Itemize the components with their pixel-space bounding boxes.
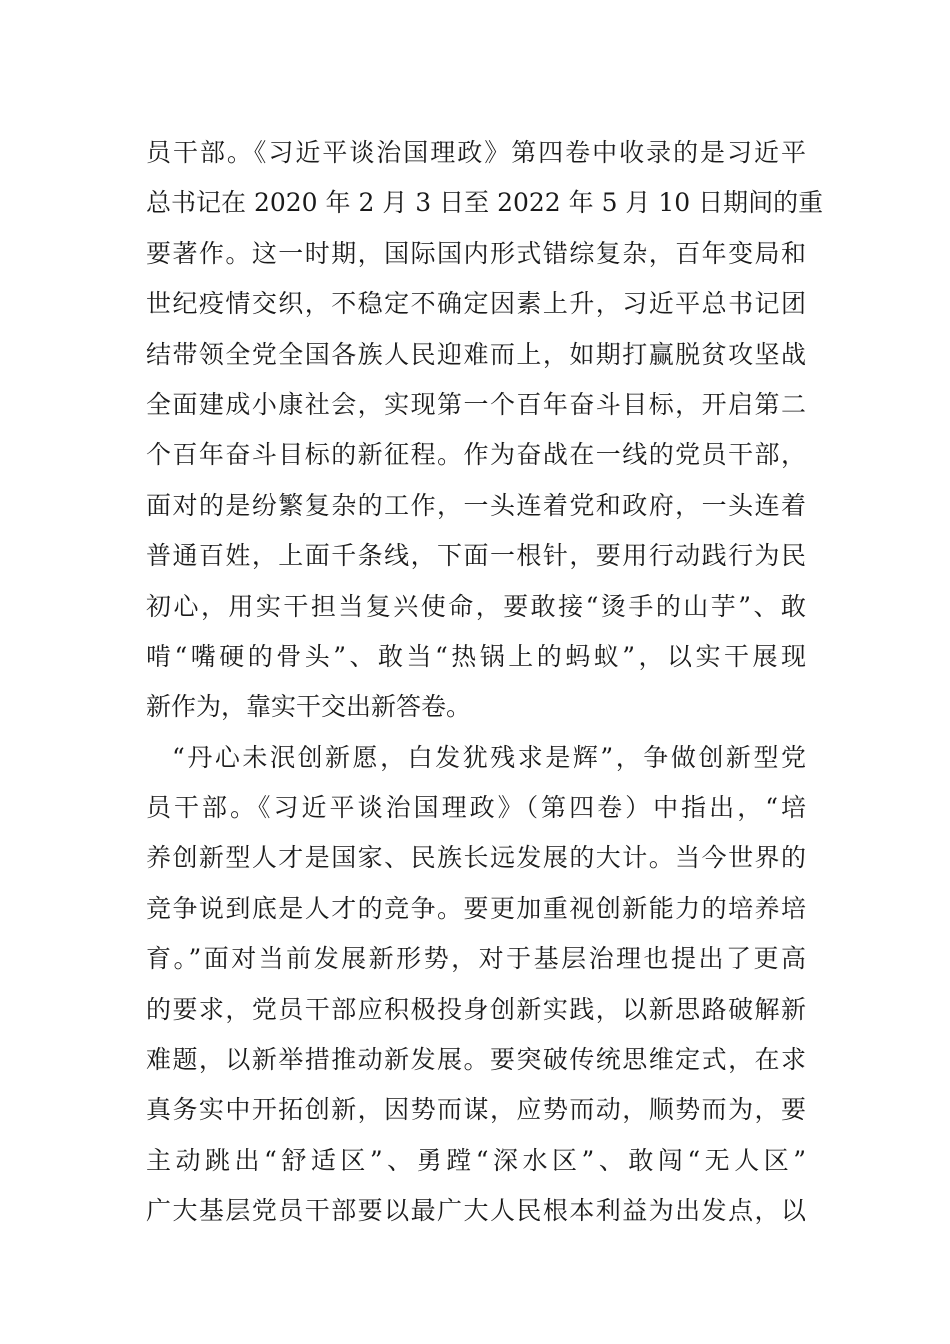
text-line: 育。”面对当前发展新形势，对于基层治理也提出了更高 <box>146 944 806 974</box>
text-line: 初心，用实干担当复兴使命，要敢接“烫手的山芋”、敢 <box>146 591 806 621</box>
text-line: 啃“嘴硬的骨头”、敢当“热锅上的蚂蚁”，以实干展现 <box>146 641 806 671</box>
text-line: 广大基层党员干部要以最广大人民根本利益为出发点，以 <box>146 1196 806 1226</box>
text-line: 全面建成小康社会，实现第一个百年奋斗目标，开启第二 <box>146 389 806 419</box>
text-line: 结带领全党全国各族人民迎难而上，如期打赢脱贫攻坚战 <box>146 339 806 369</box>
text-line: 员干部。《习近平谈治国理政》第四卷中收录的是习近平 <box>146 138 806 167</box>
text-line: 世纪疫情交织，不稳定不确定因素上升，习近平总书记团 <box>146 289 806 319</box>
text-line: 普通百姓，上面千条线，下面一根针，要用行动践行为民 <box>146 541 806 571</box>
text-line: 总书记在 2020 年 2 月 3 日至 2022 年 5 月 10 日期间的重 <box>146 188 824 218</box>
text-line: 竞争说到底是人才的竞争。要更加重视创新能力的培养培 <box>146 893 806 923</box>
text-line: 面对的是纷繁复杂的工作，一头连着党和政府，一头连着 <box>146 490 806 520</box>
text-line: 要著作。这一时期，国际国内形式错综复杂，百年变局和 <box>146 238 806 268</box>
text-line: 个百年奋斗目标的新征程。作为奋战在一线的党员干部， <box>146 440 806 470</box>
text-line: 真务实中开拓创新，因势而谋，应势而动，顺势而为，要 <box>146 1095 806 1125</box>
text-line: 养创新型人才是国家、民族长远发展的大计。当今世界的 <box>146 843 806 873</box>
text-line: 新作为，靠实干交出新答卷。 <box>146 692 472 722</box>
text-line: 主动跳出“舒适区”、勇蹚“深水区”、敢闯“无人区” <box>146 1145 806 1175</box>
paragraph-start-line: “丹心未泯创新愿，白发犹残求是辉”，争做创新型党 <box>172 742 806 772</box>
body-text <box>146 128 824 1237</box>
text-line: 的要求，党员干部应积极投身创新实践，以新思路破解新 <box>146 994 806 1024</box>
text-line: 难题，以新举措推动新发展。要突破传统思维定式，在求 <box>146 1045 806 1075</box>
text-line: 员干部。《习近平谈治国理政》（第四卷）中指出，“培 <box>146 793 806 823</box>
